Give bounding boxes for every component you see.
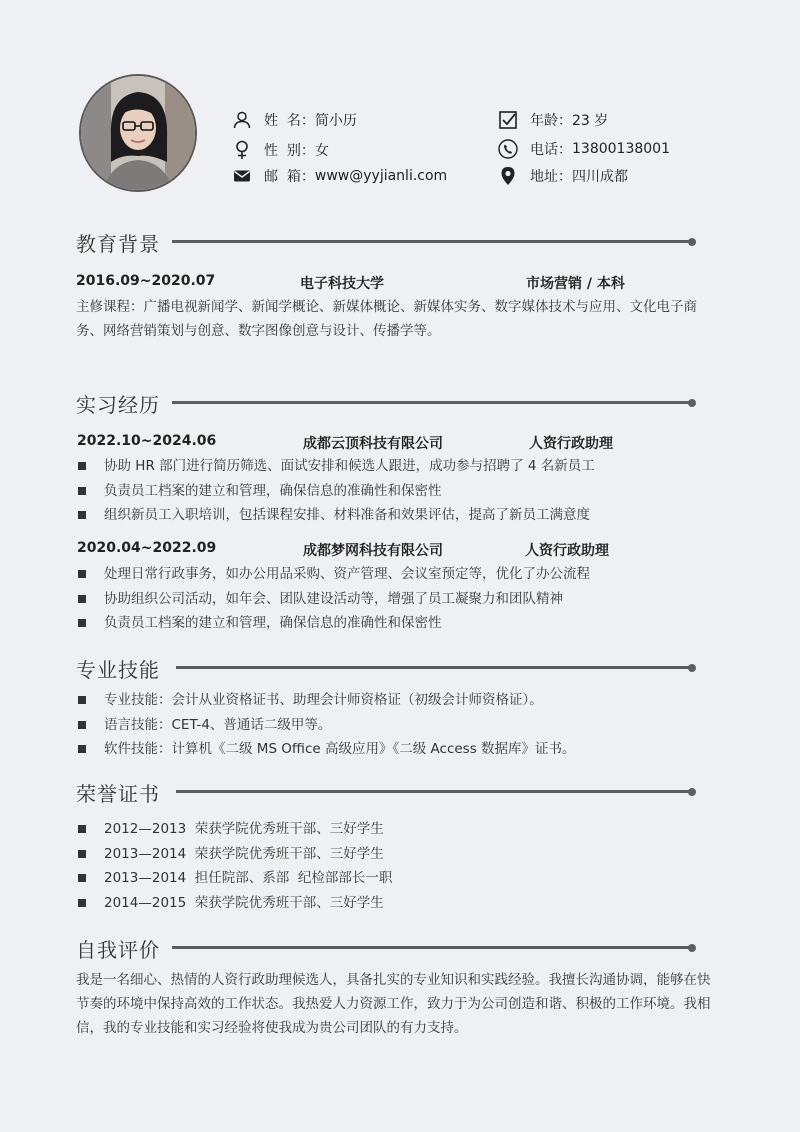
list-item: 协助组织公司活动，如年会、团队建设活动等，增强了员工凝聚力和团队精神	[76, 587, 590, 612]
self-eval-divider-dot	[688, 944, 696, 952]
skills-divider-dot	[688, 664, 696, 672]
job-company: 成都云顶科技有限公司	[303, 436, 443, 452]
list-item: 协助 HR 部门进行简历筛选、面试安排和候选人跟进，成功参与招聘了 4 名新员工	[76, 454, 595, 479]
address-label: 地址：	[530, 169, 572, 185]
age-row	[498, 110, 608, 130]
self-eval-divider	[172, 946, 692, 949]
bullet-square-icon	[78, 850, 86, 858]
person-icon	[232, 110, 252, 130]
job-header	[77, 540, 717, 560]
job-period: 2022.10~2024.06	[77, 433, 217, 449]
location-icon	[498, 166, 518, 186]
job-header	[77, 433, 717, 453]
honors-list	[76, 817, 392, 915]
age-value: 23 岁	[572, 113, 609, 129]
name-label: 姓 名：	[264, 113, 315, 129]
bullet-square-icon	[78, 874, 86, 882]
bullet-square-icon	[78, 745, 86, 753]
phone-label: 电话：	[530, 142, 572, 158]
education-period: 2016.09~2020.07	[76, 273, 216, 289]
checkbox-icon	[498, 110, 518, 130]
honors-title: 荣誉证书	[76, 782, 160, 806]
education-major: 市场营销 / 本科	[526, 276, 625, 292]
education-school: 电子科技大学	[300, 276, 384, 292]
job-duties	[76, 562, 590, 636]
bullet-square-icon	[78, 511, 86, 519]
honors-divider	[176, 790, 692, 793]
avatar	[79, 74, 197, 192]
list-item: 处理日常行政事务，如办公用品采购、资产管理、会议室预定等，优化了办公流程	[76, 562, 590, 587]
email-row	[232, 166, 447, 186]
self-eval-text: 我是一名细心、热情的人资行政助理候选人，具备扎实的专业知识和实践经验。我擅长沟通协调，能够在快节奏的环境中保持高效的工作状态。我热爱人力资源工作，致力于为公司创造和谐、积极的工作环境。我相信，我的专业技能和实习经验将使我成为贵公司团队的有力支持。	[76, 972, 711, 1036]
female-icon	[232, 140, 252, 160]
list-item: 负责员工档案的建立和管理，确保信息的准确性和保密性	[76, 611, 590, 636]
education-courses: 主修课程：广播电视新闻学、新闻学概论、新媒体概论、新媒体实务、数字媒体技术与应用、文化电子商务、网络营销策划与创意、数字图像创意与设计、传播学等。	[76, 299, 697, 339]
job-period: 2020.04~2022.09	[77, 540, 217, 556]
internship-divider	[172, 401, 692, 404]
list-item: 组织新员工入职培训，包括课程安排、材料准备和效果评估，提高了新员工满意度	[76, 503, 595, 528]
name-row	[232, 110, 357, 130]
bullet-square-icon	[78, 619, 86, 627]
education-title: 教育背景	[76, 232, 160, 256]
name-value: 简小历	[314, 113, 357, 129]
bullet-square-icon	[78, 595, 86, 603]
phone-icon	[498, 139, 518, 159]
age-label: 年龄：	[530, 113, 572, 129]
email-label: 邮 箱：	[264, 169, 315, 185]
list-item: 语言技能：CET-4、普通话二级甲等。	[76, 713, 576, 738]
list-item: 软件技能：计算机《二级 MS Office 高级应用》《二级 Access 数据库》证书。	[76, 737, 576, 762]
job-role: 人资行政助理	[529, 436, 613, 452]
bullet-square-icon	[78, 825, 86, 833]
phone-row	[498, 139, 670, 159]
list-item: 专业技能：会计从业资格证书、助理会计师资格证（初级会计师资格证）。	[76, 688, 576, 713]
bullet-square-icon	[78, 487, 86, 495]
list-item: 2012—2013 荣获学院优秀班干部、三好学生	[76, 817, 392, 842]
list-item: 2013—2014 担任院部、系部 纪检部部长一职	[76, 866, 392, 891]
internship-divider-dot	[688, 399, 696, 407]
bullet-square-icon	[78, 462, 86, 470]
internship-title: 实习经历	[76, 393, 160, 417]
self-eval-title: 自我评价	[76, 938, 160, 962]
education-divider-dot	[688, 238, 696, 246]
gender-value: 女	[314, 143, 329, 159]
bullet-square-icon	[78, 696, 86, 704]
honors-divider-dot	[688, 788, 696, 796]
skills-list	[76, 688, 576, 762]
list-item: 2014—2015 荣获学院优秀班干部、三好学生	[76, 891, 392, 916]
bullet-square-icon	[78, 721, 86, 729]
education-divider	[172, 240, 692, 243]
list-item: 负责员工档案的建立和管理，确保信息的准确性和保密性	[76, 479, 595, 504]
skills-title: 专业技能	[76, 658, 160, 682]
bullet-square-icon	[78, 570, 86, 578]
education-row	[76, 273, 716, 293]
phone-value: 13800138001	[572, 141, 670, 157]
mail-icon	[232, 166, 252, 186]
job-role: 人资行政助理	[525, 543, 609, 559]
email-value: www@yyjianli.com	[314, 168, 448, 184]
list-item: 2013—2014 荣获学院优秀班干部、三好学生	[76, 842, 392, 867]
gender-row	[232, 140, 329, 160]
job-duties	[76, 454, 595, 528]
gender-label: 性 别：	[264, 143, 315, 159]
bullet-square-icon	[78, 899, 86, 907]
address-row	[498, 166, 628, 186]
skills-divider	[176, 666, 692, 669]
address-value: 四川成都	[572, 169, 628, 185]
job-company: 成都梦网科技有限公司	[303, 543, 443, 559]
